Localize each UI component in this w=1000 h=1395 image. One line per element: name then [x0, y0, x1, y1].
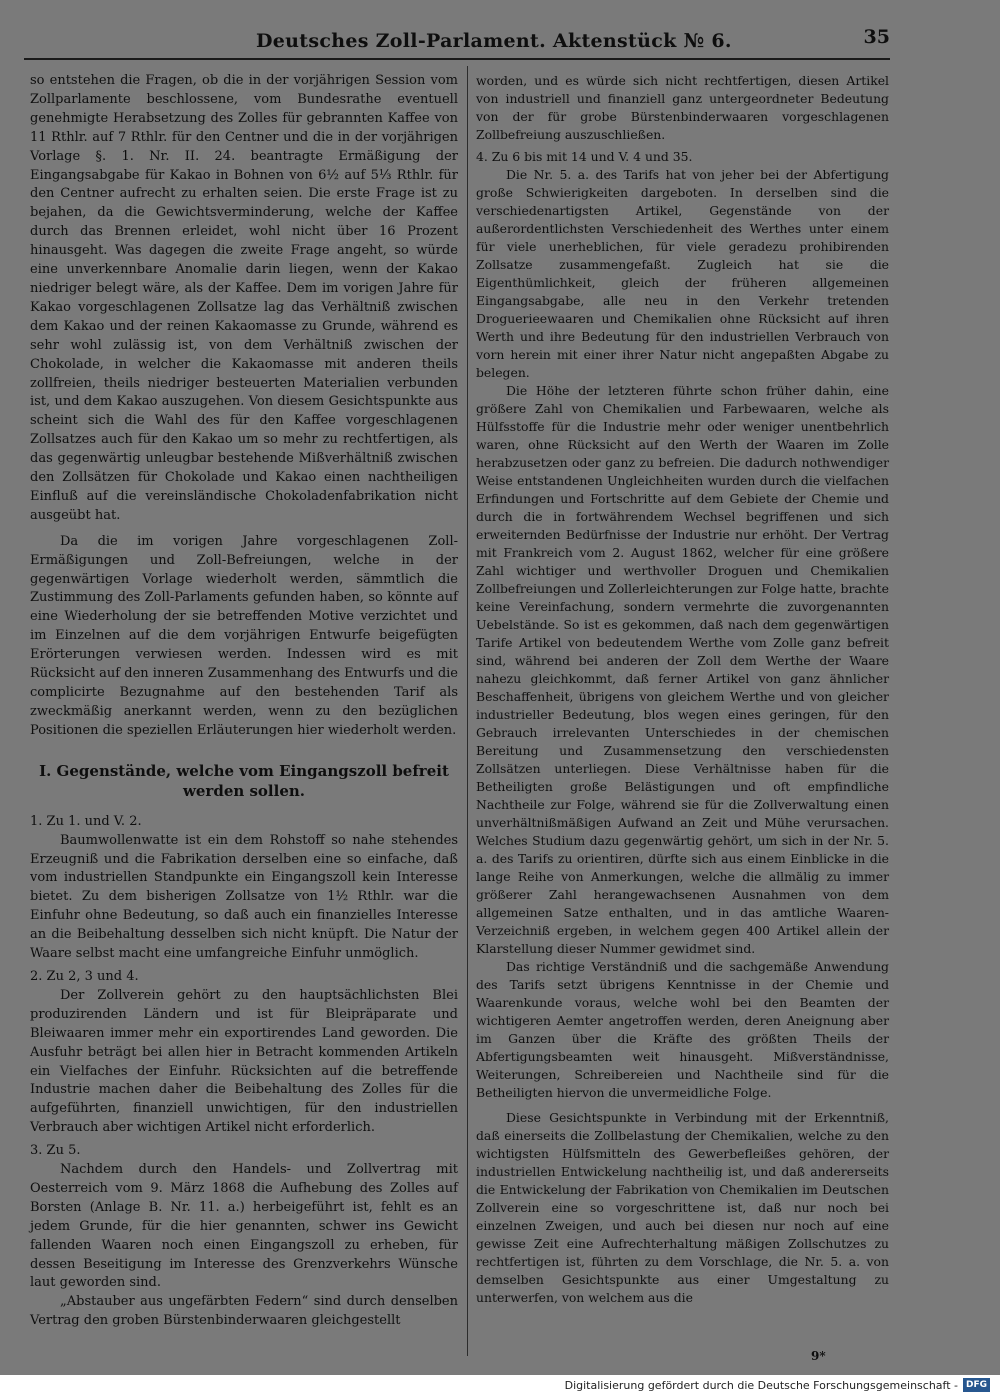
right-column: [476, 72, 889, 1307]
paragraph: worden, und es würde sich nicht rechtfertigen, diesen Artikel von industriell und finanziell ganz untergeordneter Bedeutung von der für grobe Bürstenbinderwaaren vorgeschlagenen Zollbefreiung auszuschließen.: [476, 73, 889, 142]
sheet-signature: 9*: [811, 1349, 826, 1363]
dfg-logo: DFG: [963, 1378, 990, 1392]
section-heading: I. Gegenstände, welche vom Eingangszoll befreit werden sollen.: [39, 761, 449, 800]
item-label: 1. Zu 1. und V. 2.: [30, 813, 142, 829]
digitization-footer: [565, 1378, 990, 1392]
item-label: 3. Zu 5.: [30, 1143, 81, 1159]
paragraph: Diese Gesichtspunkte in Verbindung mit der Erkenntniß, daß einerseits die Zollbelastung der Chemikalien, welche zu den wichtigsten Hülfsmitteln des Gewerbefleißes gehören, der industriellen Entwickelung nachtheilig ist, und daß andererseits die Entwickelung der Fabrikation von Chemikalien im Deutschen Zollverein eine so vorgeschrittene ist, daß nur noch bei einzelnen Zweigen, und auch bei diesen nur noch auf eine gewisse Zeit eine Aufrechterhaltung mäßigen Zollschutzes zu rechtfertigen ist, führten zu dem Vorschlage, die Nr. 5. a. von demselben Gesichtspunkte aus einer Umgestaltung zu unterwerfen, von welchem aus die: [476, 1110, 889, 1305]
paragraph: so entstehen die Fragen, ob die in der vorjährigen Session vom Zollparlamente beschlossene, vom Bundesrathe eventuell genehmigte Herabsetzung des Zolles für gebrannten Kaffee von 11 Rthlr. auf 7 Rthlr. für den Centner und die in der vorjährigen Vorlage §. 1. Nr. II. 24. beantragte Ermäßigung der Eingangsabgabe für Kakao in Bohnen von 6½ auf 5⅓ Rthlr. für den Centner aufrecht zu erhalten seien. Die erste Frage ist zu bejahen, da die Gewichtsverminderung, welche der Kaffee durch das Brennen erleidet, wohl nicht über 16 Prozent hinausgeht. Was dagegen die zweite Frage angeht, so würde eine unverkennbare Anomalie darin liegen, wenn der Kakao niedriger belegt wäre, als der Kaffee. Dem im vorigen Jahre für Kakao vorgeschlagenen Zollsatze lag das Verhältniß zwischen dem Kakao und der reinen Kakaomasse zu Grunde, während es sehr wohl zulässig ist, von dem Verhältniß zwischen der Chokolade, in welcher die Kakaomasse mit anderen theils zollfreien, theils niedriger besteuerten Materialien verbunden ist, und dem Kakao auszugehen. Von diesem Gesichtspunkte aus scheint sich die Wahl des für den Kaffee vorgeschlagenen Zollsatzes auch für den Kakao um so mehr zu rechtfertigen, als das gegenwärtig unleugbar bestehende Mißverhältniß zwischen den Zollsätzen für Chokolade und Kakao einen nachtheiligen Einfluß auf die vereinsländische Chokoladenfabrikation nicht ausgeübt hat.: [30, 73, 458, 523]
column-divider: [467, 66, 468, 1356]
paragraph: Das richtige Verständniß und die sachgemäße Anwendung des Tarifs setzt übrigens Kenntnisse in der Chemie und Waarenkunde voraus, welche wohl bei den Beamten der wichtigeren Aemter angetroffen werden, deren Aneignung aber im Ganzen über die Kräfte des größten Theils der Abfertigungsbeamten weit hinausgeht. Mißverständnisse, Weiterungen, Schreibereien und Nachtheile sind für die Betheiligten hiervon die unvermeidliche Folge.: [476, 959, 889, 1100]
left-column: [30, 72, 458, 1331]
paragraph: Die Höhe der letzteren führte schon früher dahin, eine größere Zahl von Chemikalien und Farbewaaren, welche als Hülfsstoffe für die Industrie mehr oder weniger unentbehrlich waren, ohne Rücksicht auf den Werth der Waaren im Zolle herabzusetzen oder ganz zu befreien. Die dadurch nothwendiger Weise entstandenen Ungleichheiten wurden durch die vielfachen Erfindungen und Fortschritte auf dem Gebiete der Chemie und durch die in fortwährendem Wechsel begriffenen und sich erweiternden Bedürfnisse der Industrie nur erhöht. Der Vertrag mit Frankreich vom 2. August 1862, welcher für eine größere Zahl wichtiger und werthvoller Droguen und Chemikalien Zollbefreiungen und Zollerleichterungen zur Folge hatte, brachte keine Vereinfachung, sondern vermehrte die zuvorgenannten Uebelstände. So ist es gekommen, daß nach dem gegenwärtigen Tarife Artikel von bedeutendem Werthe vom Zolle ganz befreit sind, während bei anderen der Zoll dem Werthe der Waare nahezu gleichkommt, daß ferner Artikel von ganz ähnlicher Beschaffenheit, übrigens von gleichem Werthe und von gleicher industrieller Bedeutung, blos wegen eines geringen, für den Gebrauch irrelevanten Unterschiedes in der chemischen Bereitung und Zusammensetzung den verschiedensten Zollsätzen unterliegen. Diese Verhältnisse haben für die Betheiligten große Belästigungen und oft empfindliche Nachtheile zur Folge, während sie für die Zollverwaltung einen unverhältnißmäßigen Aufwand an Zeit und Mühe verursachen. Welches Studium dazu gegenwärtig gehört, um sich in der Nr. 5. a. des Tarifs zu orientiren, dürfte sich aus einem Einblicke in die lange Reihe von Anmerkungen, welche die allmälig zu immer größerer Zahl herangewachsenen Ausnahmen von dem allgemeinen Satze enthalten, und in das amtliche Waaren-Verzeichniß ergeben, in welchem gegen 400 Artikel allein der Klarstellung dieser Nummer gewidmet sind.: [476, 383, 889, 956]
paragraph: Baumwollenwatte ist ein dem Rohstoff so nahe stehendes Erzeugniß und die Fabrikation derselben eine so einfache, daß vom industriellen Standpunkte ein Eingangszoll kein Interesse bietet. Zu dem bisherigen Zollsatze von 1½ Rthlr. war die Einfuhr ohne Bedeutung, so daß auch ein finanzielles Interesse an die Beibehaltung desselben sich nicht knüpft. Die Natur der Waare selbst macht eine umfangreiche Einfuhr unmöglich.: [30, 832, 458, 962]
item-label: 4. Zu 6 bis mit 14 und V. 4 und 35.: [476, 149, 693, 164]
paragraph: Der Zollverein gehört zu den hauptsächlichsten Blei produzirenden Ländern und ist für Bleipräparate und Bleiwaaren immer mehr ein exportirendes Land geworden. Die Ausfuhr beträgt bei allen hier in Betracht kommenden Artikeln ein Vielfaches der Einfuhr. Rücksichten auf die betreffende Industrie machen daher die Beibehaltung des Zolles für die aufgeführten, finanziell unwichtigen, für den industriellen Verbrauch aber wichtigen Artikel nicht erforderlich.: [30, 987, 458, 1136]
item-label: 2. Zu 2, 3 und 4.: [30, 968, 139, 984]
footer-text: Digitalisierung gefördert durch die Deutsche Forschungsgemeinschaft -: [564, 1378, 958, 1392]
running-title: Deutsches Zoll-Parlament. Aktenstück № 6.: [256, 30, 732, 52]
paragraph: Die Nr. 5. a. des Tarifs hat von jeher bei der Abfertigung große Schwierigkeiten dargeboten. In derselben sind die verschiedenartigsten Artikel, Gegenstände von der außerordentlichsten Verschiedenheit des Werthes unter einem für viele unerheblichen, für viele geradezu prohibirenden Zollsatze zusammengefaßt. Zugleich hat sie die Eigenthümlichkeit, gleich der früheren allgemeinen Eingangsabgabe, alle neu in den Verkehr tretenden Droguerieewaaren und Chemikalien ohne Rücksicht auf ihren Werth und ihre Bedeutung für den industriellen Verbrauch von vorn herein mit einer ihrer Natur nicht angepaßten Abgabe zu belegen.: [476, 167, 889, 380]
page-header: [24, 22, 890, 58]
paragraph: Da die im vorigen Jahre vorgeschlagenen Zoll-Ermäßigungen und Zoll-Befreiungen, welche in der gegenwärtigen Vorlage wiederholt werden, sämmtlich die Zustimmung des Zoll-Parlaments gefunden haben, so könnte auf eine Wiederholung der sie betreffenden Motive verzichtet und im Einzelnen auf die dem vorjährigen Entwurfe beigefügten Erörterungen verwiesen werden. Indessen wird es mit Rücksicht auf den inneren Zusammenhang des Entwurfs und die complicirte Bezugnahme auf den bestehenden Tarif als zweckmäßig anerkannt werden, wenn zu den bezüglichen Positionen die speziellen Erläuterungen hier wiederholt werden.: [30, 533, 458, 738]
paragraph: „Abstauber aus ungefärbten Federn“ sind durch denselben Vertrag den groben Bürstenbinderwaaren gleichgestellt: [30, 1294, 458, 1329]
header-rule: [24, 58, 890, 60]
paragraph: Nachdem durch den Handels- und Zollvertrag mit Oesterreich vom 9. März 1868 die Aufhebung des Zolles auf Borsten (Anlage B. Nr. 11. a.) herbeigeführt ist, fehlt es an jedem Grunde, für die hier genannten, schwer ins Gewicht fallenden Waaren noch einen Eingangszoll zu erheben, für dessen Beseitigung im Interesse des Grenzverkehrs Wünsche laut geworden sind.: [30, 1162, 458, 1291]
page-number: 35: [863, 26, 890, 48]
